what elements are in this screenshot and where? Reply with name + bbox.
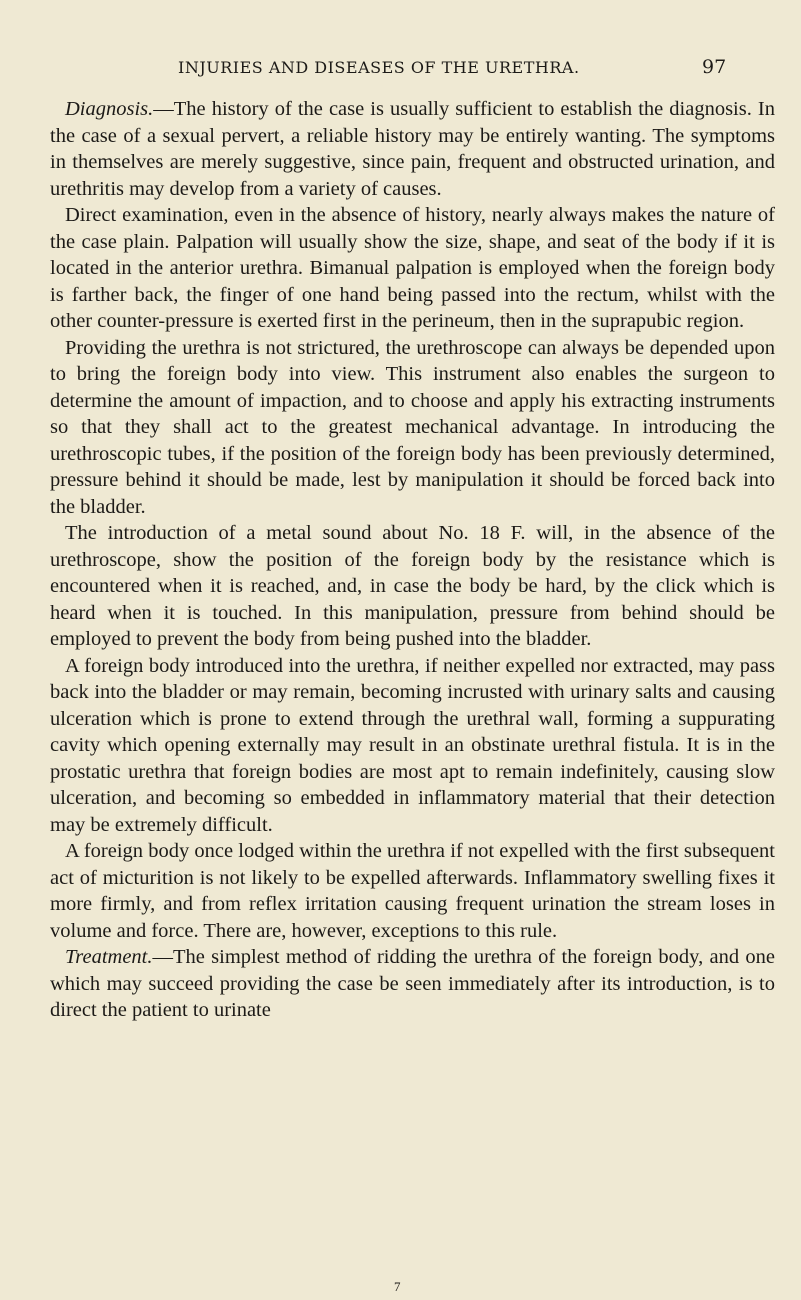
- paragraph-direct-examination: Direct examination, even in the absence of history, nearly always makes the nature of the case plain. Palpation will usually show the size, shape, and seat of the body if it is located in the anterior urethra. Bimanual palpation is employed when the foreign body is farther back, the finger of one hand being passed into the rectum, whilst with the other counter-pressure is exerted first in the perineum, then in the suprapubic region.: [50, 204, 775, 332]
- treatment-paragraph: [50, 944, 775, 1024]
- signature-mark: 7: [394, 1279, 401, 1294]
- paragraph-lodged-body: A foreign body once lodged within the urethra if not expelled with the first subsequent act of micturition is not likely to be expelled afterwards. Inflammatory swelling fixes it more firmly, and from reflex irritation causing frequent urination the stream loses in volume and force. There are, however, exceptions to this rule.: [50, 840, 775, 942]
- paragraph-metal-sound: The introduction of a metal sound about No. 18 F. will, in the absence of the urethroscope, show the position of the foreign body by the resistance which is encountered when it is reached, and, in case the body be hard, by the click which is heard when it is touched. In this manipulation, pressure from behind should be employed to prevent the body from being pushed into the bladder.: [50, 522, 775, 650]
- treatment-heading: Treatment.: [65, 946, 153, 968]
- paragraph-retained-body: A foreign body introduced into the urethra, if neither expelled nor extracted, may pass back into the bladder or may remain, becoming incrusted with urinary salts and causing ulceration which is prone to extend through the urethral wall, forming a suppurating cavity which opening externally may result in an obstinate urethral fistula. It is in the prostatic urethra that foreign bodies are most apt to remain indefinitely, causing slow ulceration, and becoming so embedded in inflammatory material that their detection may be extremely difficult.: [50, 654, 775, 836]
- body-text: [50, 96, 775, 1271]
- paragraph-urethroscope: Providing the urethra is not strictured, the urethroscope can always be depended upon to bring the foreign body into view. This instrument also enables the surgeon to determine the amount of impaction, and to choose and apply his extracting instruments so that they shall act to the greatest mechanical advantage. In introducing the urethroscopic tubes, if the position of the foreign body has been previously determined, pressure behind it should be made, lest by manipulation it should be forced back into the bladder.: [50, 336, 775, 518]
- page-number: 97: [702, 56, 727, 78]
- diagnosis-text: —The history of the case is usually sufficient to establish the diagnosis. In the case of a sexual pervert, a reliable history may be entirely wanting. The symptoms in themselves are merely suggestive, since pain, frequent and obstructed urination, and urethritis may develop from a variety of causes.: [50, 98, 775, 200]
- diagnosis-paragraph: [50, 96, 775, 202]
- diagnosis-heading: Diagnosis.: [65, 98, 154, 120]
- treatment-text: —The simplest method of ridding the urethra of the foreign body, and one which may succeed providing the case be seen immediately after its introduction, is to direct the patient to urinate: [50, 946, 775, 1021]
- running-head: INJURIES AND DISEASES OF THE URETHRA.: [178, 58, 580, 77]
